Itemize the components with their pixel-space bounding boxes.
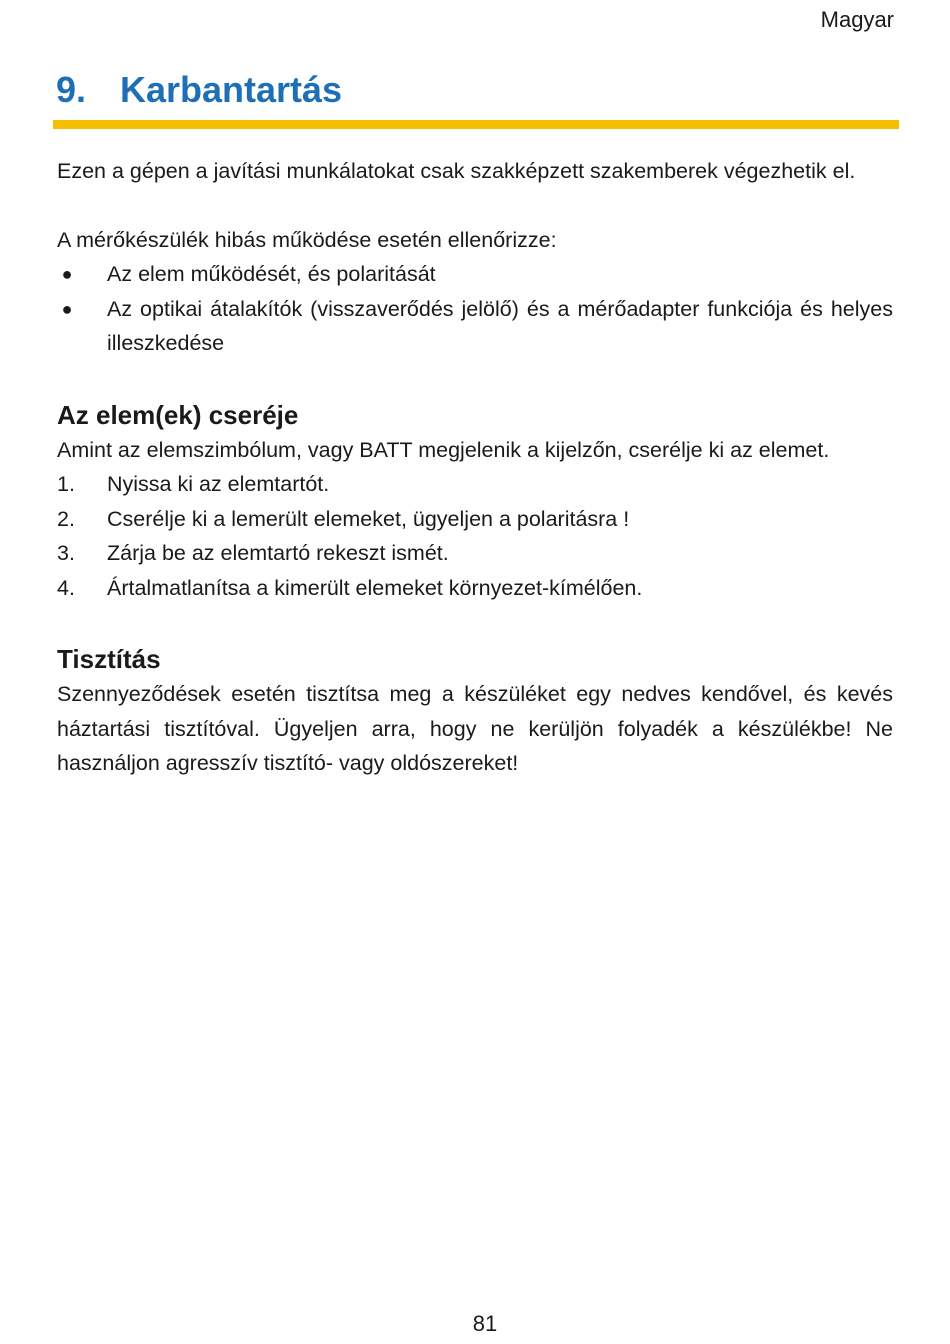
bullet-icon: ● — [61, 298, 73, 319]
battery-intro: Amint az elemszimbólum, vagy BATT megjelenik a kijelzőn, cserélje ki az elemet. — [57, 437, 830, 462]
list-item-text: Az elem működését, és polaritását — [107, 262, 436, 286]
section-heading-cleaning: Tisztítás — [57, 644, 161, 674]
spacer — [57, 189, 893, 223]
step-number: 3. — [57, 541, 75, 565]
step-text: Zárja be az elemtartó rekeszt ismét. — [107, 541, 449, 565]
step-text: Nyissa ki az elemtartót. — [107, 472, 330, 496]
section-heading-battery: Az elem(ek) cseréje — [57, 399, 299, 430]
list-item — [57, 467, 893, 502]
chapter-title — [56, 68, 342, 112]
title-underline — [53, 120, 899, 129]
list-item-text: Az optikai átalakítók (visszaverődés jelölő) és a mérőadapter funkciója és helyes illeszkedése — [107, 296, 893, 355]
page-number: 81 — [472, 1311, 498, 1336]
chapter-number: 9. — [56, 69, 87, 110]
cleaning-paragraph: Szennyeződések esetén tisztítsa meg a készüléket egy nedves kendővel, és kevés háztartási tisztítóval. Ügyeljen arra, hogy ne kerüljön folyadék a készülékbe! Ne használjon agresszív tisztító- vagy oldószereket! — [57, 682, 893, 775]
step-number: 4. — [57, 575, 75, 600]
list-item — [57, 257, 893, 292]
step-text: Ártalmatlanítsa a kimerült elemeket környezet-kímélően. — [107, 575, 643, 600]
list-item — [57, 536, 893, 571]
list-item — [57, 571, 893, 606]
check-lead: A mérőkészülék hibás működése esetén ellenőrizze: — [57, 227, 557, 252]
list-item — [57, 502, 893, 537]
step-number: 1. — [57, 472, 75, 496]
step-number: 2. — [57, 506, 75, 531]
bullet-icon: ● — [61, 264, 73, 284]
page-content — [57, 154, 893, 781]
spacer — [57, 605, 893, 641]
check-list — [57, 257, 893, 361]
list-item — [57, 292, 893, 361]
spacer — [57, 361, 893, 397]
intro-paragraph: Ezen a gépen a javítási munkálatokat csak szakképzett szakemberek végezhetik el. — [57, 159, 856, 183]
chapter-title-text: Karbantartás — [120, 69, 343, 110]
battery-steps — [57, 467, 893, 605]
header-language: Magyar — [820, 7, 894, 32]
step-text: Cserélje ki a lemerült elemeket, ügyeljen a polaritásra ! — [107, 506, 630, 531]
